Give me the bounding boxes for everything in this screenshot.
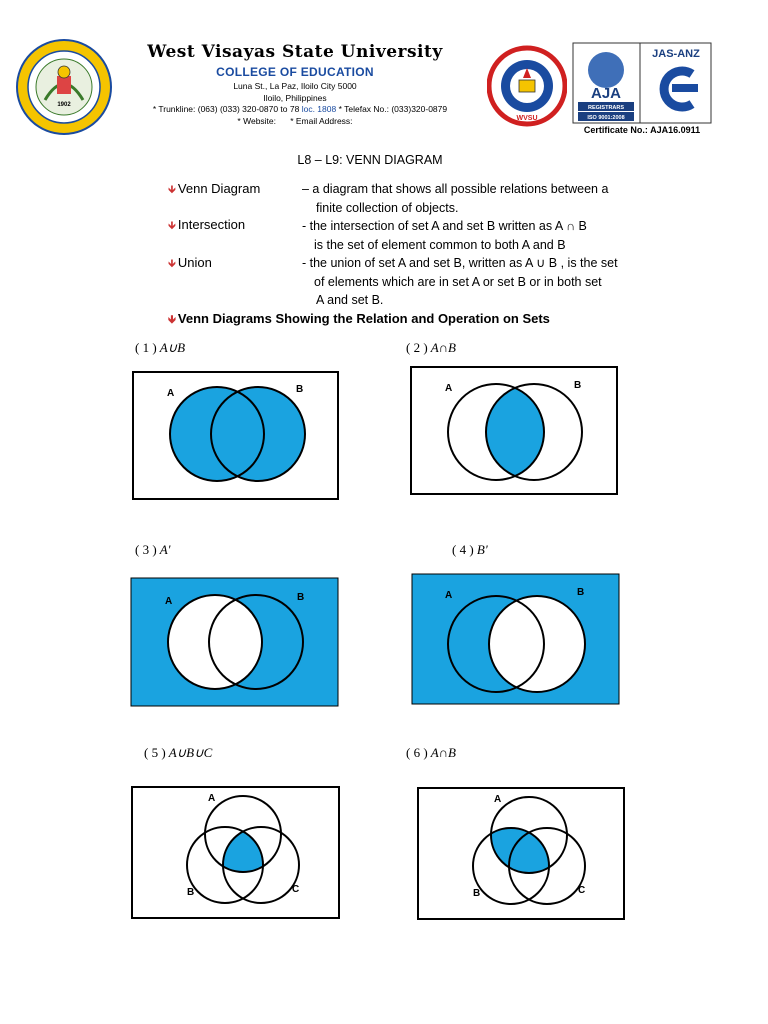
set-label-a: A	[208, 793, 216, 804]
term-union: 🡻 Union	[168, 255, 212, 270]
set-label-c: C	[292, 884, 300, 895]
website-label: * Website:	[237, 116, 277, 126]
venn-diagram-4	[411, 573, 621, 706]
college-name: COLLEGE OF EDUCATION	[216, 65, 374, 79]
university-name: West Visayas State University	[147, 42, 443, 62]
term-intersection: 🡻 Intersection	[168, 217, 246, 232]
caption-2: ( 2 ) A∩B	[406, 340, 456, 355]
jas-anz-text: JAS-ANZ	[652, 48, 700, 60]
telefax: * Telefax No.: (033)320-0879	[338, 104, 448, 114]
set-label-a: A	[445, 383, 453, 394]
email-label: * Email Address:	[290, 116, 353, 126]
definition-venn-diagram: – a diagram that shows all possible relations between a finite collection of objects.	[302, 182, 609, 215]
definition-union: - the union of set A and set B, written as A ∪ B , is the set of elements which are in set A or set B or in both set A and set B.	[302, 256, 618, 307]
iso-text: ISO 9001:2008	[587, 115, 625, 121]
set-label-b: B	[577, 587, 585, 598]
set-label-b: B	[297, 592, 305, 603]
set-label-b: B	[574, 380, 582, 391]
seal-year: 1902	[57, 102, 71, 108]
coe-wvsu-text: WVSU	[516, 115, 538, 122]
bullet-icon: 🡻	[168, 184, 176, 196]
certificate-number: Certificate No.: AJA16.0911	[583, 125, 701, 135]
lesson-title: L8 – L9: VENN DIAGRAM	[297, 153, 443, 167]
venn-diagram-3	[130, 577, 340, 708]
wvsu-seal-logo	[15, 38, 113, 136]
trunkline: * Trunkline: (063) (033) 320-0870 to 78	[152, 104, 300, 114]
college-of-education-logo	[487, 42, 567, 130]
caption-4: ( 4 ) B'	[452, 542, 488, 557]
set-label-b: B	[473, 888, 481, 899]
section-title: 🡻 Venn Diagrams Showing the Relation and Operation on Sets	[168, 311, 550, 326]
set-label-a: A	[167, 388, 175, 399]
bullet-icon: 🡻	[168, 314, 176, 326]
bullet-icon: 🡻	[168, 220, 176, 232]
address-line-2: Iloilo, Philippines	[263, 93, 327, 103]
caption-5: ( 5 ) A∪B∪C	[144, 745, 213, 760]
venn-diagram-1	[132, 371, 340, 501]
venn-diagram-5	[131, 786, 341, 920]
trunkline-loc: loc. 1808	[301, 104, 337, 114]
contact-line	[100, 104, 500, 114]
bullet-icon: 🡻	[168, 258, 176, 270]
venn-diagram-2	[410, 366, 620, 496]
aja-jas-anz-certification-logo	[572, 42, 712, 124]
web-line	[120, 116, 470, 126]
definition-intersection: - the intersection of set A and set B written as A ∩ B is the set of element common to both A and B	[302, 219, 587, 252]
set-label-b: B	[296, 384, 304, 395]
caption-3: ( 3 ) A'	[135, 542, 171, 557]
caption-6: ( 6 ) A∩B	[406, 745, 456, 760]
venn-diagram-6	[417, 787, 627, 921]
aja-text: AJA	[590, 85, 622, 102]
set-label-a: A	[165, 596, 173, 607]
set-label-a: A	[494, 794, 502, 805]
aja-registrars-text: REGISTRARS	[587, 105, 625, 111]
set-label-a: A	[445, 590, 453, 601]
caption-1: ( 1 ) A∪B	[135, 340, 186, 355]
term-venn-diagram: 🡻 Venn Diagram	[168, 181, 261, 196]
address-line-1: Luna St., La Paz, Iloilo City 5000	[233, 81, 357, 91]
set-label-b: B	[187, 887, 195, 898]
set-label-c: C	[578, 885, 586, 896]
